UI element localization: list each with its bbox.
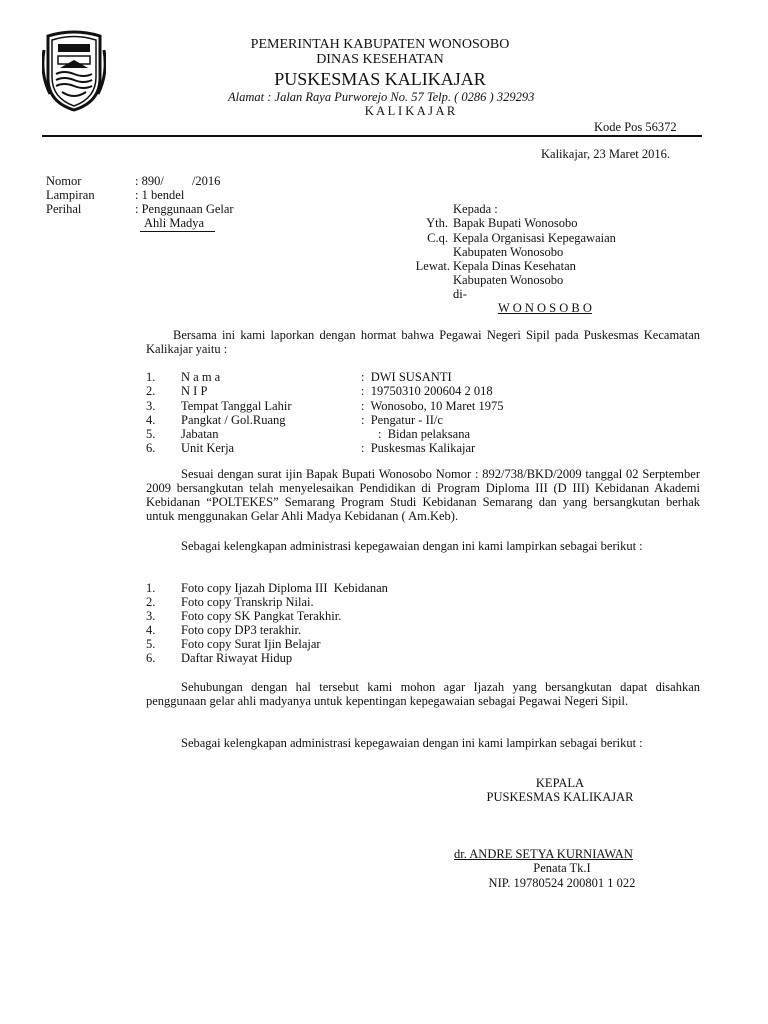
employee-row-value: : Pengatur - II/c <box>361 413 443 427</box>
attachment-num: 1. <box>146 581 156 595</box>
nomor-label: Nomor <box>46 174 82 188</box>
signature-name: dr. ANDRE SETYA KURNIAWAN <box>454 847 633 861</box>
recipient-yth-value: Bapak Bupati Wonosobo <box>453 216 578 230</box>
perihal-underline <box>140 231 215 232</box>
perihal-value: : Penggunaan Gelar <box>135 202 234 216</box>
letter-date: Kalikajar, 23 Maret 2016. <box>541 147 670 161</box>
lampiran-label: Lampiran <box>46 188 95 202</box>
header-address: Alamat : Jalan Raya Purworejo No. 57 Telp. ( 0286 ) 329293 <box>228 90 535 104</box>
header-divider <box>42 135 702 137</box>
employee-row-value: : Wonosobo, 10 Maret 1975 <box>361 399 504 413</box>
signature-nip: NIP. 19780524 200801 1 022 <box>488 876 636 890</box>
signature-title-1: KEPALA <box>535 776 585 790</box>
employee-row-label: Unit Kerja <box>181 441 235 455</box>
header-government: PEMERINTAH KABUPATEN WONOSOBO <box>250 37 510 52</box>
employee-row-num: 6. <box>146 441 156 455</box>
employee-row-label: N a m a <box>181 370 221 384</box>
intro-paragraph: Bersama ini kami laporkan dengan hormat bahwa Pegawai Negeri Sipil pada Puskesmas Kecamatan Kalikajar yaitu : <box>146 328 700 356</box>
nomor-value: : 890/ /2016 <box>135 174 221 188</box>
request-paragraph: Sehubungan dengan hal tersebut kami mohon agar Ijazah yang bersangkutan dapat disahkan penggunaan gelar ahli madyanya untuk kepentingan kepegawaian sebagai Pegawai Negeri Sipil. <box>146 680 700 708</box>
perihal-label: Perihal <box>46 202 82 216</box>
header-city: K A L I K A J A R <box>364 104 456 118</box>
header-puskesmas: PUSKESMAS KALIKAJAR <box>274 69 486 89</box>
employee-row-value: : Bidan pelaksana <box>378 427 470 441</box>
employee-row-num: 1. <box>146 370 156 384</box>
attachment-num: 2. <box>146 595 156 609</box>
employee-row-value: : DWI SUSANTI <box>361 370 452 384</box>
employee-row-num: 5. <box>146 427 156 441</box>
recipient-cq-value-2: Kabupaten Wonosobo <box>453 245 564 259</box>
employee-row-label: Pangkat / Gol.Ruang <box>181 413 286 427</box>
attachment-num: 5. <box>146 637 156 651</box>
recipient-lewat-label: Lewat. <box>415 259 450 273</box>
recipient-kepada: Kepada : <box>453 202 498 216</box>
attachment-num: 4. <box>146 623 156 637</box>
header-department: DINAS KESEHATAN <box>316 52 444 67</box>
regency-emblem-logo <box>42 30 106 112</box>
header-postal-code: Kode Pos 56372 <box>594 120 677 134</box>
employee-row-num: 2. <box>146 384 156 398</box>
attachment-text: Foto copy Surat Ijin Belajar <box>181 637 321 651</box>
attachment-text: Daftar Riwayat Hidup <box>181 651 293 665</box>
recipient-lewat-value-2: Kabupaten Wonosobo <box>453 273 564 287</box>
employee-row-value: : Puskesmas Kalikajar <box>361 441 476 455</box>
permit-paragraph: Sesuai dengan surat ijin Bapak Bupati Wonosobo Nomor : 892/738/BKD/2009 tanggal 02 Serptember 2009 bersangkutan telah menyelesaikan Pendidikan di Program Diploma III (D III) Kebidanan Akademi Kebidanan “POLTEKES” Semarang Program Studi Kebidanan Semarang dan yang bersangkutan berhak untuk menggunakan Gelar Ahli Madya Kebidanan ( Am.Keb). <box>146 467 700 523</box>
attachment-text: Foto copy Transkrip Nilai. <box>181 595 314 609</box>
recipient-cq-value-1: Kepala Organisasi Kepegawaian <box>453 231 616 245</box>
attachment-text: Foto copy Ijazah Diploma III Kebidanan <box>181 581 388 595</box>
attachment-text: Foto copy DP3 terakhir. <box>181 623 302 637</box>
closing-paragraph: Sebagai kelengkapan administrasi kepegawaian dengan ini kami lampirkan sebagai berikut : <box>181 736 643 750</box>
recipient-place: W O N O S O B O <box>498 301 592 315</box>
employee-row-num: 3. <box>146 399 156 413</box>
signature-title-2: PUSKESMAS KALIKAJAR <box>486 790 634 804</box>
attachment-text: Foto copy SK Pangkat Terakhir. <box>181 609 342 623</box>
recipient-lewat-value-1: Kepala Dinas Kesehatan <box>453 259 576 273</box>
employee-row-value: : 19750310 200604 2 018 <box>361 384 493 398</box>
attachment-intro-paragraph: Sebagai kelengkapan administrasi kepegawaian dengan ini kami lampirkan sebagai berikut : <box>181 539 643 553</box>
signature-rank: Penata Tk.I <box>533 861 591 875</box>
lampiran-value: : 1 bendel <box>135 188 185 202</box>
employee-row-label: Tempat Tanggal Lahir <box>181 399 292 413</box>
employee-row-label: N I P <box>181 384 208 398</box>
recipient-di: di- <box>453 287 467 301</box>
attachment-num: 3. <box>146 609 156 623</box>
recipient-yth-label: Yth. <box>426 216 448 230</box>
employee-row-num: 4. <box>146 413 156 427</box>
employee-row-label: Jabatan <box>181 427 219 441</box>
perihal-value-2: Ahli Madya <box>144 216 205 230</box>
recipient-cq-label: C.q. <box>427 231 448 245</box>
attachment-num: 6. <box>146 651 156 665</box>
